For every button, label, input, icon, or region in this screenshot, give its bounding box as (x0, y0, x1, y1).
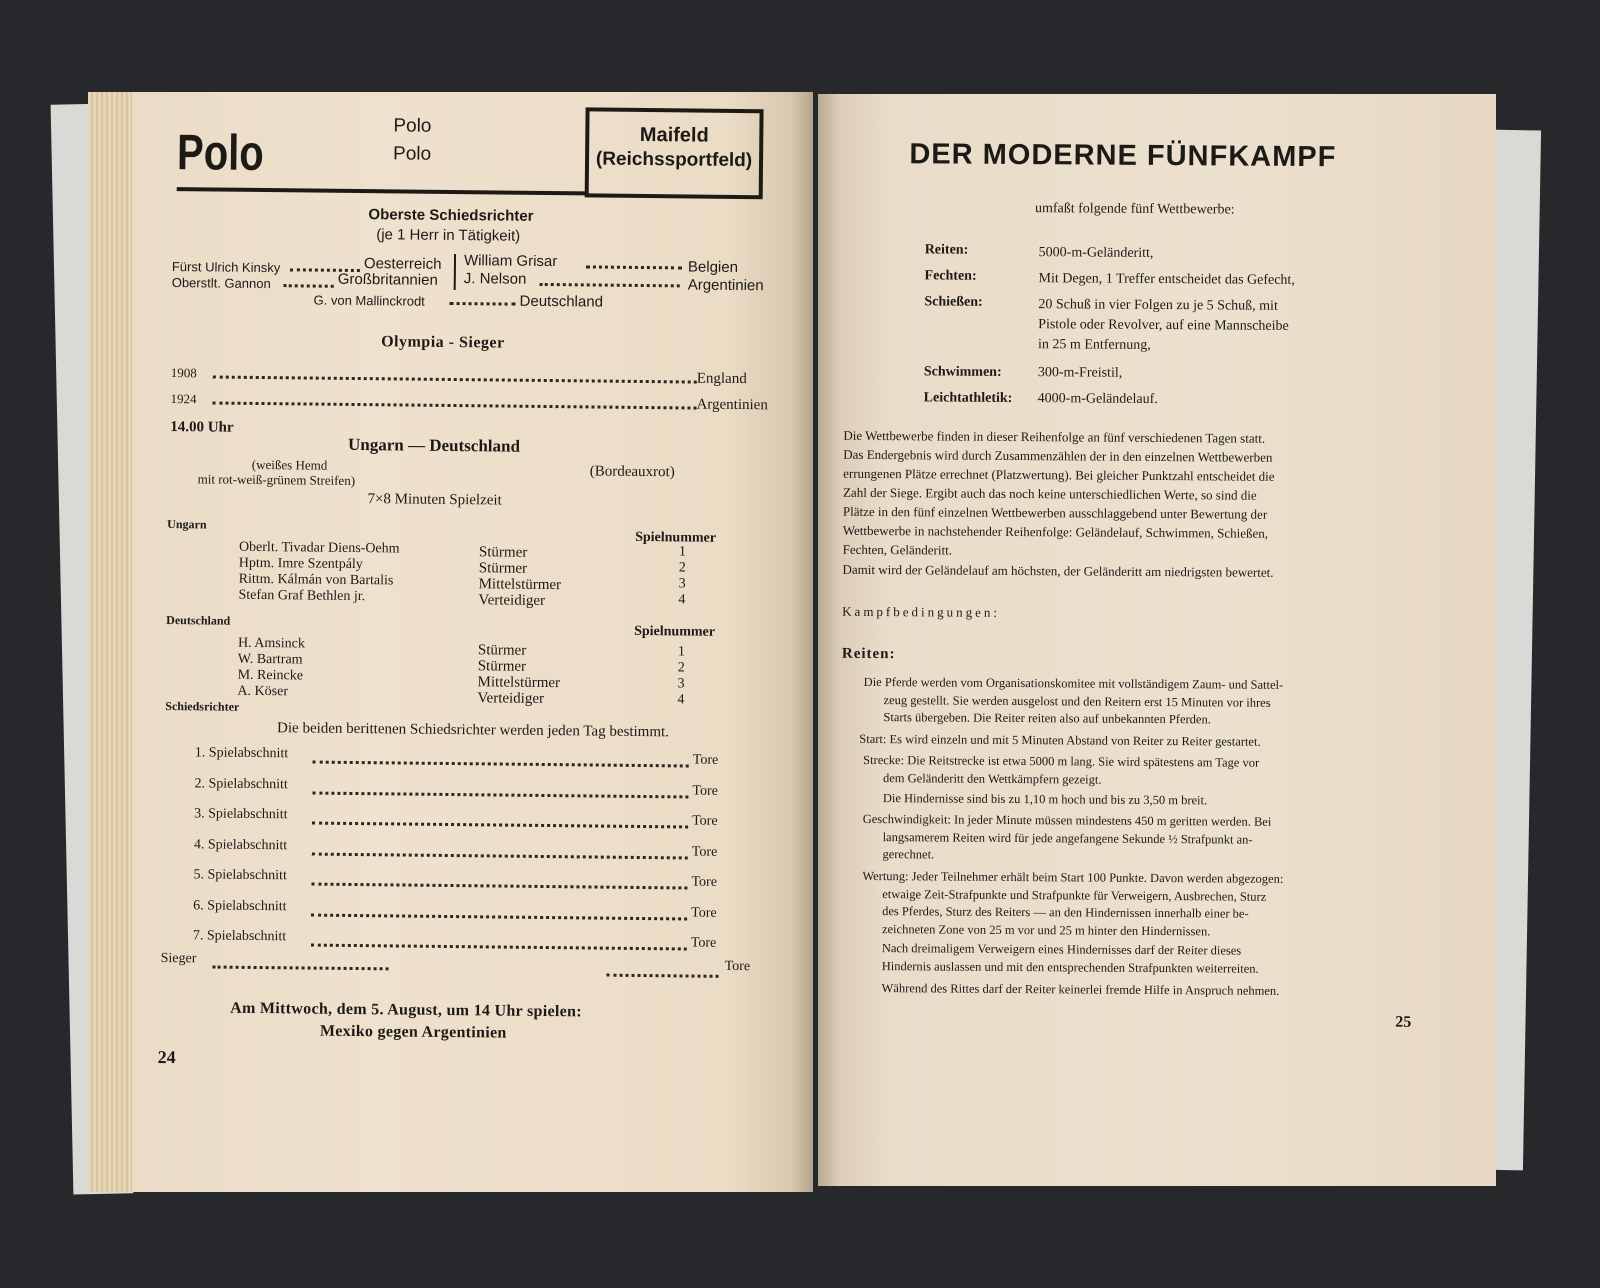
venue-box (585, 107, 764, 199)
goals-label: Tore (691, 874, 718, 890)
riding-heading: Reiten: (841, 645, 896, 663)
conditions-heading: Kampfbedingungen: (842, 603, 1001, 620)
text-line: Strecke: Die Reitstrecke ist etwa 5000 m lang. Sie wird spätestens am Tage vor (863, 753, 1260, 771)
left-page (88, 92, 813, 1192)
period-label: 4. Spielabschnitt (193, 836, 288, 853)
referee-5-name: G. von Mallinckrodt (313, 292, 425, 309)
referee-2-name: Oberstlt. Gannon (171, 275, 271, 292)
player-name: Rittm. Kálmán von Bartalis (238, 571, 394, 589)
text-line: Geschwindigkeit: In jeder Minute müssen mindestens 450 m geritten werden. Bei (862, 812, 1272, 829)
winner-1-year: 1908 (170, 365, 197, 381)
leader-dots (311, 883, 687, 890)
text-line: Starts übergeben. Die Reiter reiten also auf unbekannten Pferden. (883, 710, 1211, 727)
text-line: zeug gestellt. Sie werden ausgelost und den Reitern erst 15 Minuten vor ihres (883, 692, 1271, 710)
leader-dots (213, 375, 697, 383)
referee-5-country: Deutschland (519, 292, 604, 311)
player-position: Mittelstürmer (477, 674, 561, 692)
leader-dots (312, 852, 688, 859)
player-number: 1 (678, 544, 687, 560)
event-label: Reiten: (924, 242, 969, 258)
playtime: 7×8 Minuten Spielzeit (367, 491, 502, 509)
text-line: gerechnet. (882, 847, 935, 862)
player-number: 4 (678, 592, 686, 608)
team2-name: Deutschland (166, 613, 231, 628)
player-number: 3 (677, 676, 685, 692)
event-text: in 25 m Entfernung, (1038, 337, 1151, 353)
text-line: Fechten, Geländeritt. (842, 541, 953, 558)
text-line: Plätze in den fünf einzelnen Wettbewerben ausschlaggebend unter Bewertung der (842, 503, 1268, 522)
player-name: Stefan Graf Bethlen jr. (238, 587, 366, 605)
player-name: Hptm. Imre Szentpály (238, 555, 363, 573)
player-number: 2 (678, 560, 686, 576)
text-line: Die Wettbewerbe finden in dieser Reihenfolge an fünf verschiedenen Tagen statt. (843, 427, 1266, 446)
event-text: Pistole oder Revolver, auf eine Mannscheibe (1038, 317, 1289, 334)
leader-dots (212, 401, 696, 409)
team1-jersey-1: (weißes Hemd (251, 456, 328, 473)
player-position: Stürmer (477, 642, 527, 659)
player-name: H. Amsinck (237, 635, 305, 652)
period-label: 6. Spielabschnitt (193, 897, 287, 914)
leader-dots (586, 265, 682, 269)
riding-rules (859, 674, 1464, 1001)
intro-text: umfaßt folgende fünf Wettbewerbe: (1034, 201, 1235, 218)
player-number: 1 (677, 644, 685, 660)
period-row (88, 744, 812, 780)
period-label: 7. Spielabschnitt (192, 928, 287, 945)
paragraph-2: Damit wird der Geländelauf am höchsten, der Geländeritt am niedrigsten bewertet. (842, 561, 1274, 580)
venue-line2: (Reichssportfeld) (595, 148, 753, 172)
subtitle-2: Polo (392, 143, 432, 165)
footer-line-1: Am Mittwoch, dem 5. August, um 14 Uhr spielen: (230, 999, 582, 1021)
page-number-right: 25 (1395, 1013, 1412, 1031)
text-line: Das Endergebnis wird durch Zusammenzählen der in den einzelnen Wettbewerben (843, 446, 1273, 465)
player-name: W. Bartram (237, 651, 303, 668)
event-text: 20 Schuß in vier Folgen zu je 5 Schuß, mit (1038, 297, 1278, 314)
winners-heading: Olympia - Sieger (381, 333, 505, 352)
players-number-header: Spielnummer (634, 623, 716, 640)
player-position: Stürmer (478, 560, 528, 577)
events-list (821, 242, 1496, 407)
goals-label: Tore (692, 813, 718, 829)
period-row (88, 866, 811, 902)
team2-jersey: (Bordeauxrot) (589, 463, 675, 481)
player-position: Verteidiger (477, 690, 545, 707)
goals-label: Tore (691, 844, 718, 860)
period-row (88, 805, 811, 841)
event-label: Leichtathletik: (923, 390, 1013, 406)
text-line: Wertung: Jeder Teilnehmer erhält beim Start 100 Punkte. Davon werden abgezogen: (862, 868, 1284, 886)
footer-line-2: Mexiko gegen Argentinien (319, 1022, 507, 1042)
player-position: Stürmer (477, 658, 527, 675)
section-title: DER MODERNE FÜNFKAMPF (909, 138, 1337, 174)
player-name: Oberlt. Tivadar Diens-Oehm (238, 539, 400, 557)
leader-dots (312, 822, 688, 829)
period-label: 5. Spielabschnitt (193, 867, 287, 884)
winner-2-country: Argentinien (696, 396, 768, 414)
text-line: dem Geländeritt den Wettkämpfern gezeigt. (882, 771, 1102, 787)
referee-3-country: Belgien (687, 258, 739, 276)
team1-jersey-2: mit rot-weiß-grünem Streifen) (197, 471, 356, 488)
player-name: A. Köser (237, 683, 289, 700)
section-title: Polo (176, 124, 265, 182)
event-text: Mit Degen, 1 Treffer entscheidet das Gefecht, (1038, 271, 1295, 288)
period-row (88, 775, 812, 811)
text-line: zeichneten Zone von 25 m vor und 25 m hinter den Hindernissen. (881, 921, 1211, 939)
text-line: des Pferdes, Sturz des Reiters — an den Hindernissen innerhalb einer be- (882, 904, 1249, 921)
player-name: M. Reincke (237, 667, 304, 684)
text-line: Zahl der Siege. Ergibt auch das noch keine unterschiedlichen Werte, so sind die (842, 484, 1257, 503)
subtitle-1: Polo (393, 115, 432, 137)
leader-dots (284, 284, 334, 288)
leader-dots (311, 944, 687, 951)
text-line: Start: Es wird einzeln und mit 5 Minuten Abstand von Reiter zu Reiter gestartet. (859, 731, 1261, 749)
referee-divider (454, 254, 456, 290)
player-number: 4 (677, 692, 685, 708)
event-label: Schwimmen: (923, 364, 1002, 380)
winner-1-country: England (696, 370, 747, 388)
text-line: Die Hindernisse sind bis zu 1,10 m hoch und bis zu 3,50 m breit. (882, 790, 1208, 807)
text-line: langsamerem Reiten wird für jede angefangene Sekunde ½ Strafpunkt an- (882, 829, 1253, 847)
period-row (88, 836, 811, 872)
umpire-label: Schiedsrichter (165, 699, 240, 714)
text-line: etwaige Zeit-Strafpunkte und Strafpunkte für Verweigern, Ausbrechen, Sturz (882, 886, 1267, 904)
leader-dots (311, 913, 687, 920)
event-text: 5000-m-Geländeritt, (1038, 245, 1154, 261)
players-number-header: Spielnummer (635, 529, 717, 546)
event-label: Fechten: (924, 268, 977, 284)
team1-name: Ungarn (167, 517, 207, 532)
period-label: 2. Spielabschnitt (194, 775, 288, 792)
right-page (818, 94, 1496, 1186)
leader-dots (450, 302, 516, 306)
player-number: 2 (677, 660, 685, 676)
paragraph-1 (843, 426, 1444, 563)
match-title: Ungarn — Deutschland (347, 434, 521, 456)
referee-1-country: Oesterreich (363, 255, 442, 273)
leader-dots (313, 761, 689, 768)
period-row (88, 897, 810, 933)
leader-dots (312, 791, 688, 798)
referee-2-country: Großbritannien (337, 270, 438, 289)
player-position: Verteidiger (478, 592, 546, 609)
referee-4-country: Argentinien (687, 276, 764, 295)
text-line: Nach dreimaligem Verweigern eines Hindernisses darf der Reiter dieses (881, 941, 1242, 958)
referee-3-name: William Grisar (463, 252, 558, 271)
text-line: Hindernis auslassen und mit den entsprechenden Strafpunkten weiterreiten. (881, 958, 1259, 976)
title-rule (177, 187, 587, 195)
umpire-text: Die beiden berittenen Schiedsrichter werden jeden Tag bestimmt. (277, 720, 670, 741)
winner-row-tore: Tore (724, 958, 751, 975)
referee-4-name: J. Nelson (463, 270, 527, 288)
player-position: Stürmer (478, 544, 528, 561)
page-number-left: 24 (157, 1046, 176, 1068)
referees-heading: Oberste Schiedsrichter (368, 206, 534, 225)
period-label: 3. Spielabschnitt (194, 806, 288, 823)
goals-label: Tore (690, 935, 717, 951)
text-line: Während des Rittes darf der Reiter keinerlei fremde Hilfe in Anspruch nehmen. (881, 980, 1280, 998)
referee-1-name: Fürst Ulrich Kinsky (171, 259, 281, 276)
text-line: Die Pferde werden vom Organisationskomitee mit vollständigem Zaum- und Sattel- (863, 674, 1284, 692)
player-position: Mittelstürmer (478, 576, 562, 594)
leader-dots (540, 283, 680, 287)
goals-label: Tore (692, 752, 719, 768)
event-text: 4000-m-Geländelauf. (1037, 391, 1158, 407)
player-number: 3 (678, 576, 686, 592)
goals-label: Tore (691, 905, 717, 921)
event-label: Schießen: (924, 294, 983, 310)
winner-2-year: 1924 (170, 391, 197, 407)
goals-label: Tore (692, 783, 718, 799)
venue-line1: Maifeld (639, 123, 709, 147)
match-time: 14.00 Uhr (170, 419, 234, 436)
event-text: 300-m-Freistil, (1037, 365, 1123, 381)
text-line: Wettbewerbe in nachstehender Reihenfolge: Geländelauf, Schwimmen, Schießen, (842, 522, 1269, 541)
winner-row-label: Sieger (160, 950, 197, 967)
text-line: errungenen Plätze errechnet (Platzwertung). Bei gleicher Punktzahl entscheidet die (843, 465, 1275, 484)
referees-note: (je 1 Herr in Tätigkeit) (376, 226, 521, 245)
period-label: 1. Spielabschnitt (194, 745, 289, 762)
